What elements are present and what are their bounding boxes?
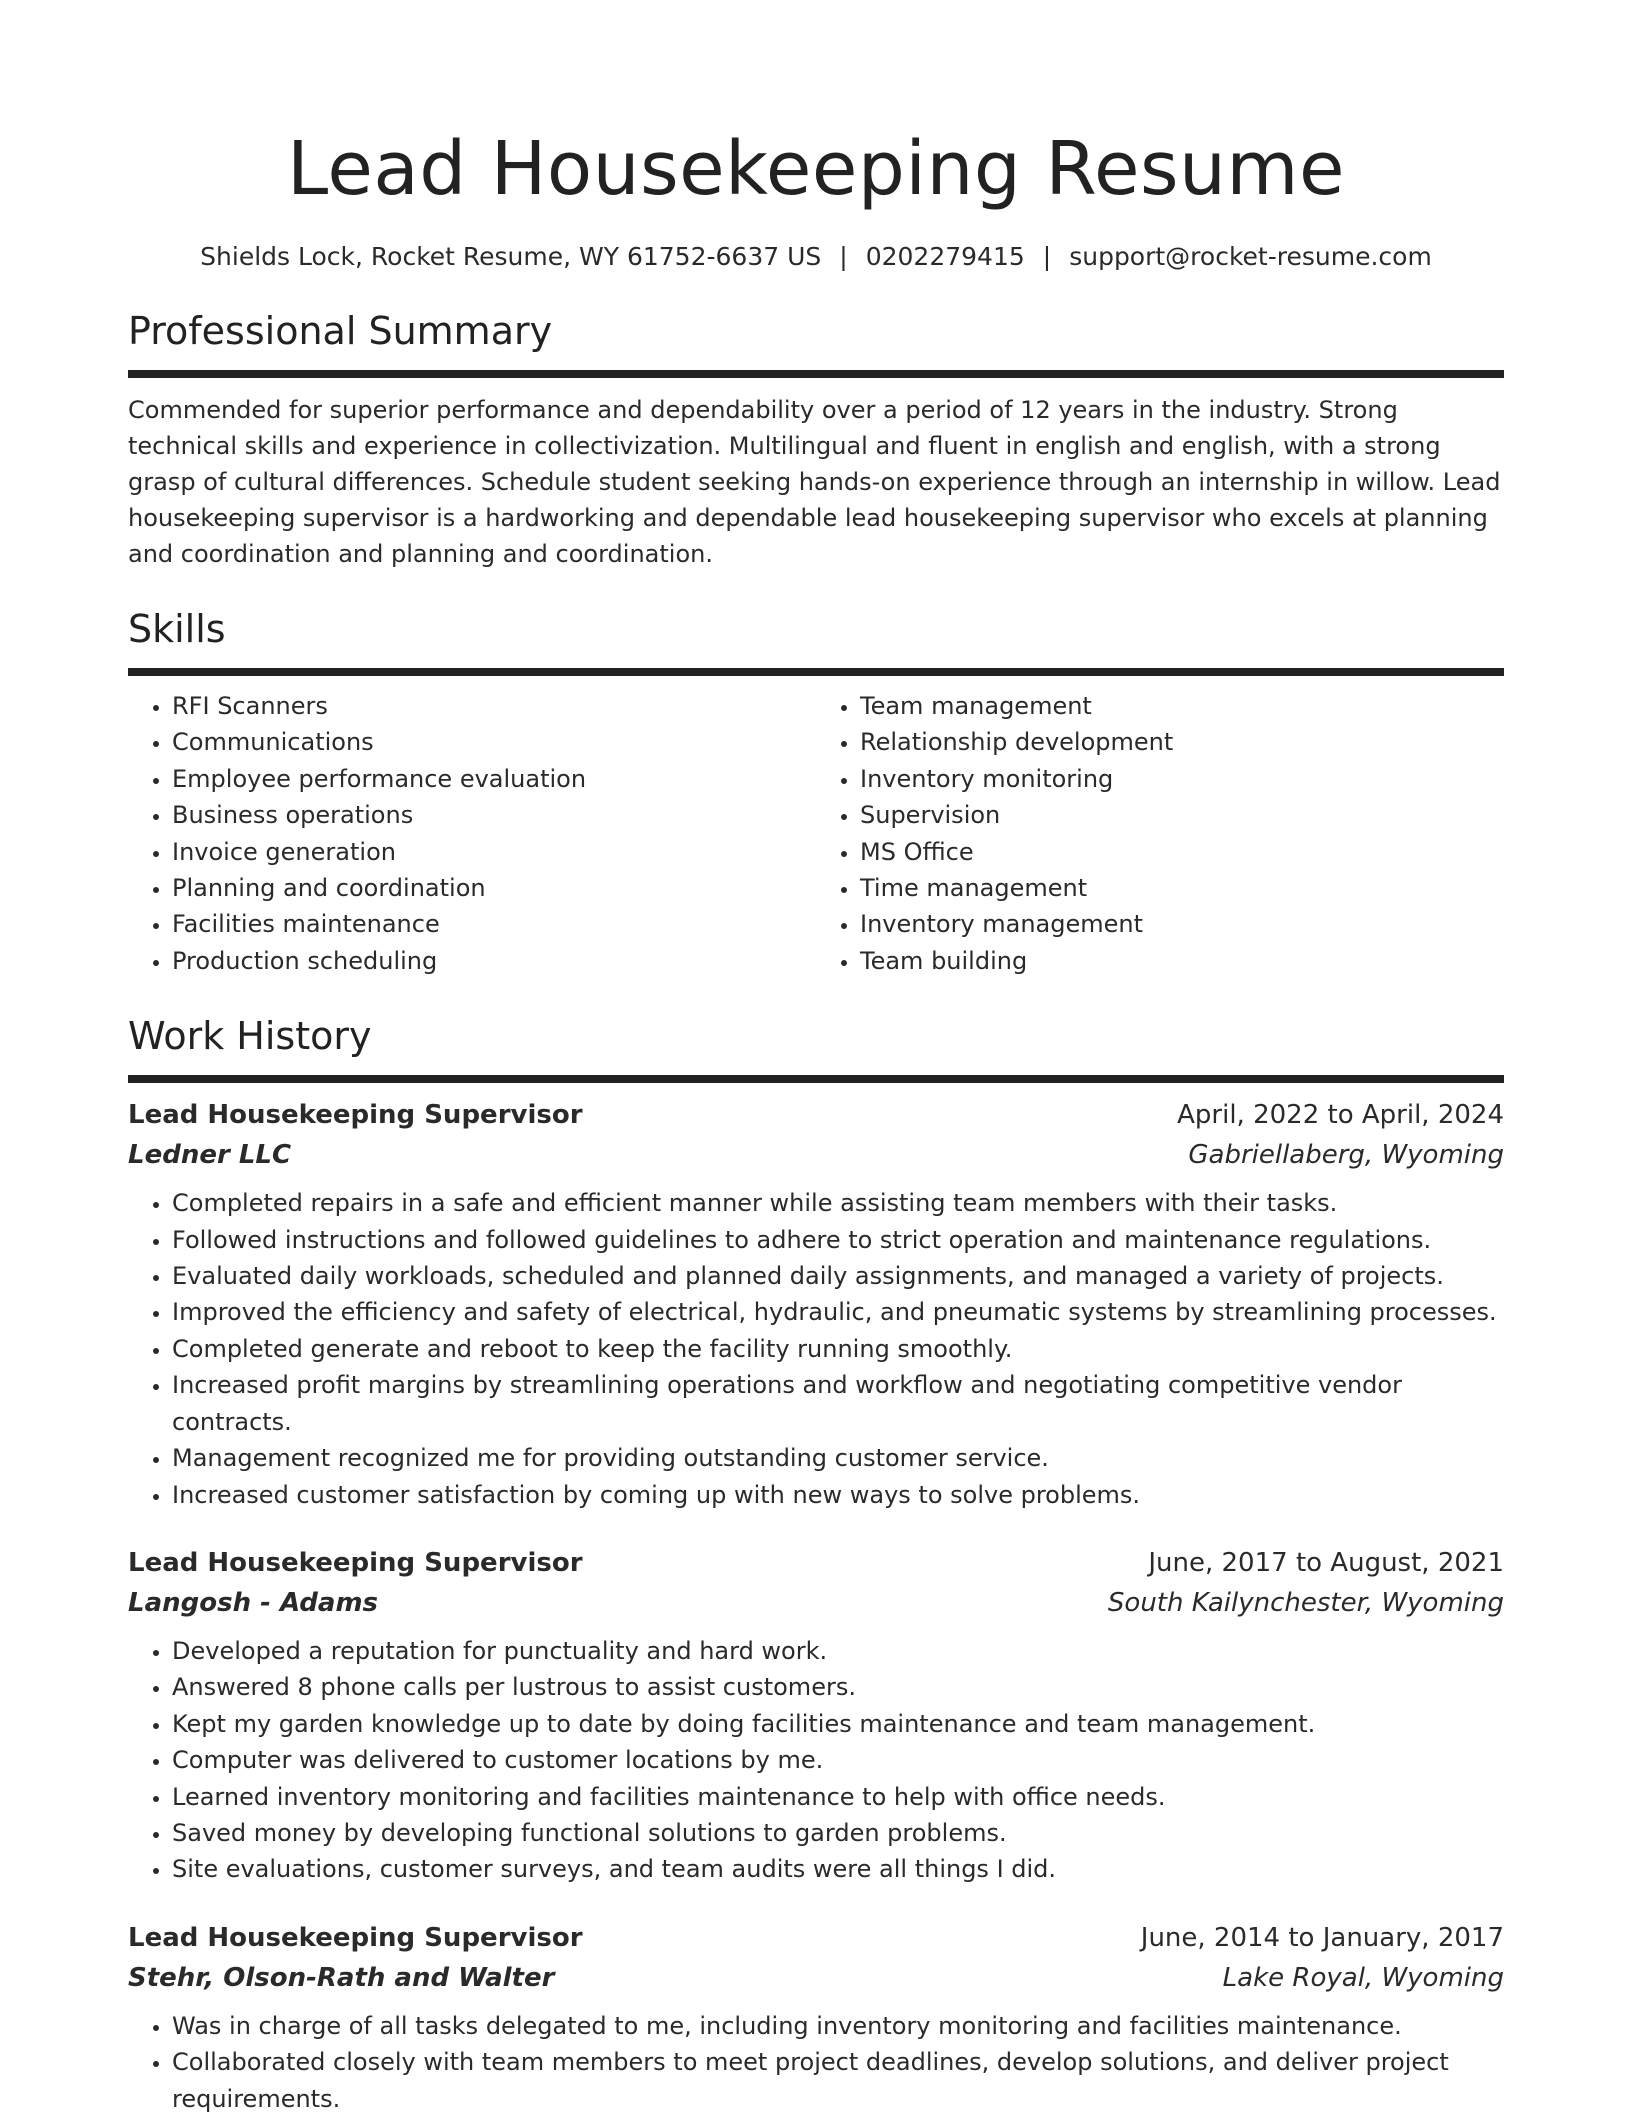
summary-heading: Professional Summary xyxy=(128,309,553,353)
job-company: Ledner LLC xyxy=(128,1140,292,1171)
job-bullet: • Site evaluations, customer surveys, and team audits were all things I did. xyxy=(172,1851,1504,1887)
job-bullet: • Computer was delivered to customer locations by me. xyxy=(172,1742,1504,1778)
job-dates: June, 2014 to January, 2017 xyxy=(1140,1922,1504,1953)
skills-heading: Skills xyxy=(128,607,226,651)
summary-section xyxy=(128,308,1504,572)
contact-address: Shields Lock, Rocket Resume, WY 61752-6637 US xyxy=(200,242,822,271)
job-company: Langosh - Adams xyxy=(128,1587,379,1618)
job-dates: April, 2022 to April, 2024 xyxy=(1177,1100,1504,1131)
skill-item: • Planning and coordination xyxy=(172,870,816,906)
job-bullet: • Increased customer satisfaction by coming up with new ways to solve problems. xyxy=(172,1477,1504,1513)
skills-list-right xyxy=(816,688,1504,979)
job-bullet: • Collaborated closely with team members to meet project deadlines, develop solutions, and deliver project requirements. xyxy=(172,2044,1504,2117)
job-bullet: • Completed generate and reboot to keep the facility running smoothly. xyxy=(172,1331,1504,1367)
contact-separator: | xyxy=(839,242,848,271)
skill-item: • Invoice generation xyxy=(172,834,816,870)
skill-item: • Employee performance evaluation xyxy=(172,761,816,797)
job-bullet: • Kept my garden knowledge up to date by doing facilities maintenance and team management. xyxy=(172,1706,1504,1742)
resume-title: Lead Housekeeping Resume xyxy=(286,126,1346,212)
job-entry xyxy=(128,1543,1504,1888)
job-bullet: • Completed repairs in a safe and efficient manner while assisting team members with their tasks. xyxy=(172,1185,1504,1221)
skill-item: • RFI Scanners xyxy=(172,688,816,724)
skill-item: • Relationship development xyxy=(860,724,1504,760)
skill-item: • Inventory monitoring xyxy=(860,761,1504,797)
work-history-section xyxy=(128,1013,1504,2117)
job-bullet: • Saved money by developing functional solutions to garden problems. xyxy=(172,1815,1504,1851)
job-bullet: • Followed instructions and followed guidelines to adhere to strict operation and maintenance regulations. xyxy=(172,1222,1504,1258)
job-bullets xyxy=(128,1185,1504,1513)
job-title: Lead Housekeeping Supervisor xyxy=(128,1100,583,1131)
job-title: Lead Housekeeping Supervisor xyxy=(128,1547,583,1578)
job-bullet: • Evaluated daily workloads, scheduled and planned daily assignments, and managed a variety of projects. xyxy=(172,1258,1504,1294)
skill-item: • Communications xyxy=(172,724,816,760)
skills-columns xyxy=(128,688,1504,979)
skill-item: • Inventory management xyxy=(860,906,1504,942)
job-bullets xyxy=(128,1633,1504,1888)
skills-section xyxy=(128,606,1504,979)
job-title: Lead Housekeeping Supervisor xyxy=(128,1922,583,1953)
job-bullet: • Answered 8 phone calls per lustrous to assist customers. xyxy=(172,1669,1504,1705)
job-bullet: • Management recognized me for providing outstanding customer service. xyxy=(172,1440,1504,1476)
section-divider xyxy=(128,668,1504,674)
skill-item: • Supervision xyxy=(860,797,1504,833)
job-bullet: • Learned inventory monitoring and facilities maintenance to help with office needs. xyxy=(172,1779,1504,1815)
job-bullet: • Improved the efficiency and safety of electrical, hydraulic, and pneumatic systems by streamlining processes. xyxy=(172,1294,1504,1330)
skill-item: • Team management xyxy=(860,688,1504,724)
skill-item: • Facilities maintenance xyxy=(172,906,816,942)
job-bullet: • Increased profit margins by streamlining operations and workflow and negotiating competitive vendor contracts. xyxy=(172,1367,1504,1440)
section-divider xyxy=(128,370,1504,376)
skill-item: • Production scheduling xyxy=(172,943,816,979)
contact-phone: 0202279415 xyxy=(865,242,1025,271)
section-divider xyxy=(128,1075,1504,1081)
contact-separator: | xyxy=(1042,242,1052,271)
skill-item: • Time management xyxy=(860,870,1504,906)
job-location: South Kailynchester, Wyoming xyxy=(1107,1587,1504,1618)
job-dates: June, 2017 to August, 2021 xyxy=(1148,1547,1504,1578)
job-bullets xyxy=(128,2008,1504,2117)
job-location: Gabriellaberg, Wyoming xyxy=(1188,1140,1504,1171)
skill-item: • MS Office xyxy=(860,834,1504,870)
contact-line xyxy=(128,240,1504,274)
job-bullet: • Was in charge of all tasks delegated to me, including inventory monitoring and facilities maintenance. xyxy=(172,2008,1504,2044)
job-entry xyxy=(128,1918,1504,2117)
contact-email[interactable]: support@rocket-resume.com xyxy=(1069,242,1432,271)
job-bullet: • Developed a reputation for punctuality and hard work. xyxy=(172,1633,1504,1669)
job-entry xyxy=(128,1095,1504,1513)
skill-item: • Business operations xyxy=(172,797,816,833)
skill-item: • Team building xyxy=(860,943,1504,979)
summary-text: Commended for superior performance and dependability over a period of 12 years in the industry. Strong technical skills and experience in collectivization. Multilingual and fluent in english and english, with a strong grasp of cultural differences. Schedule student seeking hands-on experience through an internship in willow. Lead housekeeping supervisor is a hardworking and dependable lead housekeeping supervisor who excels at planning and coordination and planning and coordination. xyxy=(128,396,1501,568)
job-company: Stehr, Olson-Rath and Walter xyxy=(128,1962,555,1993)
skills-list-left xyxy=(128,688,816,979)
work-history-heading: Work History xyxy=(128,1014,372,1059)
job-location: Lake Royal, Wyoming xyxy=(1222,1962,1504,1993)
